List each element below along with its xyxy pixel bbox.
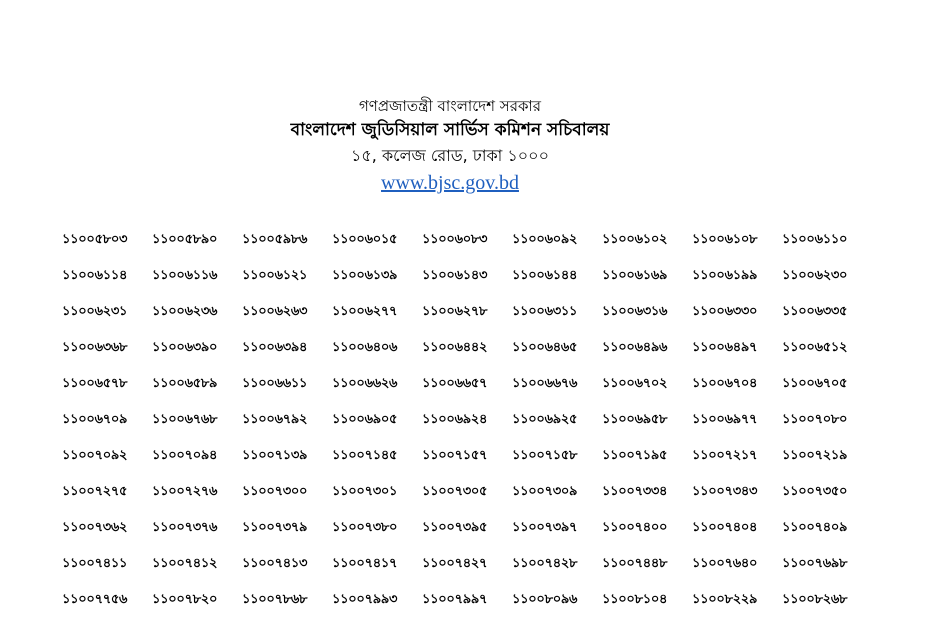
roll-number-cell: ১১০০৬২৩৬ xyxy=(152,303,218,319)
roll-number-cell: ১১০০৭৮২০ xyxy=(152,591,218,607)
roll-number-cell: ১১০০৬১৬৯ xyxy=(602,267,668,283)
roll-number-cell: ১১০০৬৯৫৮ xyxy=(602,411,668,427)
roll-number-cell: ১১০০৬৪৯৭ xyxy=(692,339,758,355)
roll-number-cell: ১১০০৭১৫৮ xyxy=(512,447,578,463)
roll-number-cell: ১১০০৭৯৯৭ xyxy=(422,591,488,607)
roll-number-cell: ১১০০৭৬৯৮ xyxy=(782,555,848,571)
table-row xyxy=(62,510,872,546)
roll-number-cell: ১১০০৭৩৭৬ xyxy=(152,519,218,535)
roll-number-cell: ১১০০৬১৯৯ xyxy=(692,267,758,283)
roll-number-cell: ১১০০৬১১৪ xyxy=(62,267,128,283)
table-row xyxy=(62,222,872,258)
roll-number-cell: ১১০০৭৩৩৪ xyxy=(602,483,668,499)
roll-number-cell: ১১০০৮২২৯ xyxy=(692,591,758,607)
roll-number-cell: ১১০০৬০৯২ xyxy=(512,231,578,247)
roll-number-cell: ১১০০৬৩১১ xyxy=(512,303,578,319)
roll-number-cell: ১১০০৭০৯৪ xyxy=(152,447,218,463)
roll-number-cell: ১১০০৬৩৩৫ xyxy=(782,303,848,319)
office-address: ১৫, কলেজ রোড, ঢাকা ১০০০ xyxy=(351,146,549,165)
roll-number-cell: ১১০০৬৯২৪ xyxy=(422,411,488,427)
roll-number-cell: ১১০০৬৭৬৮ xyxy=(152,411,218,427)
roll-number-cell: ১১০০৬৪০৬ xyxy=(332,339,398,355)
roll-number-cell: ১১০০৬২৭৭ xyxy=(332,303,398,319)
roll-number-cell: ১১০০৬৫৭৮ xyxy=(62,375,128,391)
roll-number-cell: ১১০০৬৩১৬ xyxy=(602,303,668,319)
table-row xyxy=(62,294,872,330)
roll-number-cell: ১১০০৬১১০ xyxy=(782,231,848,247)
roll-number-cell: ১১০০৭২৭৫ xyxy=(62,483,128,499)
roll-number-cell: ১১০০৭৪১৭ xyxy=(332,555,398,571)
roll-number-cell: ১১০০৬৩৩০ xyxy=(692,303,758,319)
roll-number-cell: ১১০০৬৪৪২ xyxy=(422,339,488,355)
roll-number-cell: ১১০০৭৪০০ xyxy=(602,519,668,535)
roll-number-cell: ১১০০৭৩৬২ xyxy=(62,519,128,535)
roll-number-cell: ১১০০৬০৮৩ xyxy=(422,231,488,247)
roll-number-cell: ১১০০৭৩৪৩ xyxy=(692,483,758,499)
roll-number-cell: ১১০০৬৭৯২ xyxy=(242,411,308,427)
roll-number-cell: ১১০০৭৪০৯ xyxy=(782,519,848,535)
roll-number-cell: ১১০০৬৯২৫ xyxy=(512,411,578,427)
document-header xyxy=(0,95,900,197)
roll-number-cell: ১১০০৬৭০৫ xyxy=(782,375,848,391)
roll-number-cell: ১১০০৬৯৭৭ xyxy=(692,411,758,427)
roll-number-cell: ১১০০৬১০৮ xyxy=(692,231,758,247)
office-name: বাংলাদেশ জুডিসিয়াল সার্ভিস কমিশন সচিবালয় xyxy=(290,120,610,140)
roll-number-cell: ১১০০৫৮০৩ xyxy=(62,231,128,247)
website-link[interactable]: www.bjsc.gov.bd xyxy=(381,172,519,194)
table-row xyxy=(62,438,872,474)
roll-number-cell: ১১০০৬৪৯৬ xyxy=(602,339,668,355)
table-row xyxy=(62,366,872,402)
roll-number-table xyxy=(62,222,872,618)
roll-number-cell: ১১০০৭২১৭ xyxy=(692,447,758,463)
roll-number-cell: ১১০০৬২৬৩ xyxy=(242,303,308,319)
roll-number-cell: ১১০০৬৫১২ xyxy=(782,339,848,355)
table-row xyxy=(62,546,872,582)
website-line xyxy=(0,169,900,197)
roll-number-cell: ১১০০৫৯৮৬ xyxy=(242,231,308,247)
roll-number-cell: ১১০০৭৩০৫ xyxy=(422,483,488,499)
roll-number-cell: ১১০০৭৪১২ xyxy=(152,555,218,571)
government-name: গণপ্রজাতন্ত্রী বাংলাদেশ সরকার xyxy=(358,97,542,115)
roll-number-cell: ১১০০৭২৭৬ xyxy=(152,483,218,499)
roll-number-cell: ১১০০৬১৪৩ xyxy=(422,267,488,283)
table-row xyxy=(62,474,872,510)
roll-number-cell: ১১০০৭৩০০ xyxy=(242,483,308,499)
roll-number-cell: ১১০০৬২৩০ xyxy=(782,267,848,283)
roll-number-cell: ১১০০৭৪৪৮ xyxy=(602,555,668,571)
roll-number-cell: ১১০০৬৩৯০ xyxy=(152,339,218,355)
roll-number-cell: ১১০০৭২১৯ xyxy=(782,447,848,463)
roll-number-cell: ১১০০৭৪১১ xyxy=(62,555,128,571)
roll-number-cell: ১১০০৭৭৫৬ xyxy=(62,591,128,607)
roll-number-cell: ১১০০৬১০২ xyxy=(602,231,668,247)
roll-number-cell: ১১০০৭১৯৫ xyxy=(602,447,668,463)
roll-number-cell: ১১০০৭৪২৮ xyxy=(512,555,578,571)
roll-number-cell: ১১০০৭৩০১ xyxy=(332,483,398,499)
roll-number-cell: ১১০০৭৩৮০ xyxy=(332,519,398,535)
roll-number-cell: ১১০০৬১৪৪ xyxy=(512,267,578,283)
roll-number-cell: ১১০০৬৫৮৯ xyxy=(152,375,218,391)
roll-number-cell: ১১০০৬১১৬ xyxy=(152,267,218,283)
roll-number-cell: ১১০০৬৯০৫ xyxy=(332,411,398,427)
roll-number-cell: ১১০০৬৩৬৮ xyxy=(62,339,128,355)
roll-number-cell: ১১০০৭৯৯৩ xyxy=(332,591,398,607)
roll-number-cell: ১১০০৭৪১৩ xyxy=(242,555,308,571)
roll-number-cell: ১১০০৬৬৫৭ xyxy=(422,375,488,391)
roll-number-cell: ১১০০৭০৯২ xyxy=(62,447,128,463)
roll-number-cell: ১১০০৮০৯৬ xyxy=(512,591,578,607)
table-row xyxy=(62,402,872,438)
roll-number-cell: ১১০০৭৩৭৯ xyxy=(242,519,308,535)
roll-number-cell: ১১০০৭৪২৭ xyxy=(422,555,488,571)
roll-number-cell: ১১০০৮১০৪ xyxy=(602,591,668,607)
roll-number-cell: ১১০০৬২৩১ xyxy=(62,303,128,319)
roll-number-cell: ১১০০৭১৪৫ xyxy=(332,447,398,463)
roll-number-cell: ১১০০৭৩৯৭ xyxy=(512,519,578,535)
roll-number-cell: ১১০০৭৩৯৫ xyxy=(422,519,488,535)
roll-number-cell: ১১০০৮২৬৮ xyxy=(782,591,848,607)
roll-number-cell: ১১০০৬১২১ xyxy=(242,267,308,283)
roll-number-cell: ১১০০৭৩০৯ xyxy=(512,483,578,499)
roll-number-cell: ১১০০৬০১৫ xyxy=(332,231,398,247)
table-row xyxy=(62,258,872,294)
roll-number-cell: ১১০০৬৬১১ xyxy=(242,375,308,391)
roll-number-cell: ১১০০৬৭০৪ xyxy=(692,375,758,391)
roll-number-cell: ১১০০৬১৩৯ xyxy=(332,267,398,283)
roll-number-cell: ১১০০৬৩৯৪ xyxy=(242,339,308,355)
roll-number-cell: ১১০০৭৪০৪ xyxy=(692,519,758,535)
roll-number-cell: ১১০০৭১৫৭ xyxy=(422,447,488,463)
roll-number-cell: ১১০০৭৩৫০ xyxy=(782,483,848,499)
roll-number-cell: ১১০০৭৬৪০ xyxy=(692,555,758,571)
table-row xyxy=(62,582,872,618)
roll-number-cell: ১১০০৭০৮০ xyxy=(782,411,848,427)
roll-number-cell: ১১০০৬৭০২ xyxy=(602,375,668,391)
roll-number-cell: ১১০০৬৭০৯ xyxy=(62,411,128,427)
roll-number-cell: ১১০০৬৬২৬ xyxy=(332,375,398,391)
roll-number-cell: ১১০০৭৮৬৮ xyxy=(242,591,308,607)
roll-number-cell: ১১০০৬২৭৮ xyxy=(422,303,488,319)
roll-number-cell: ১১০০৬৬৭৬ xyxy=(512,375,578,391)
roll-number-cell: ১১০০৭১৩৯ xyxy=(242,447,308,463)
table-row xyxy=(62,330,872,366)
roll-number-cell: ১১০০৫৮৯০ xyxy=(152,231,218,247)
roll-number-cell: ১১০০৬৪৬৫ xyxy=(512,339,578,355)
